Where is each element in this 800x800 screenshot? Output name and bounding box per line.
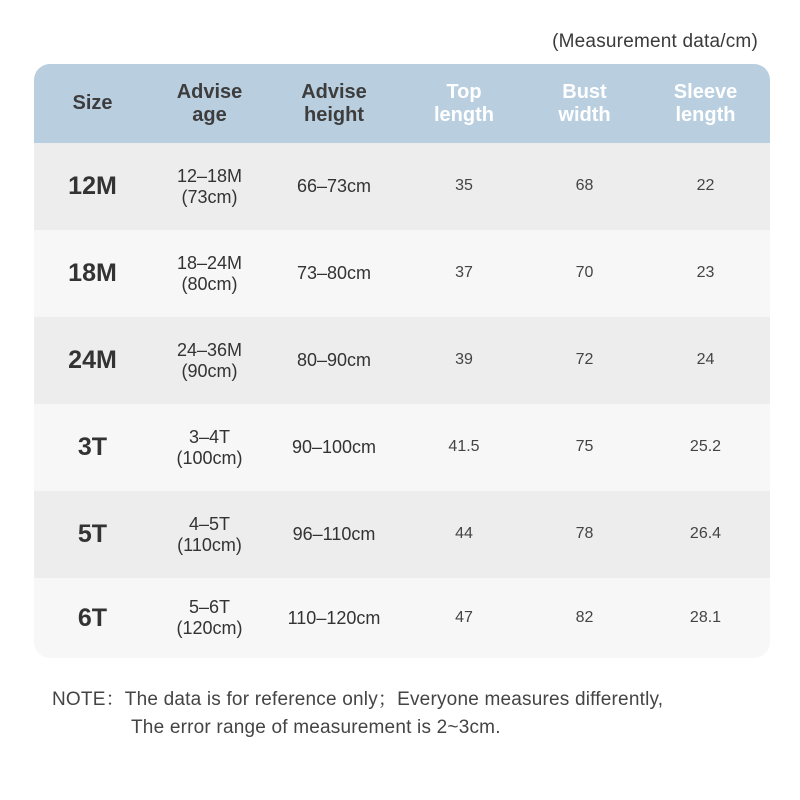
age-cell: 5–6T (120cm)	[176, 597, 243, 638]
height-cell: 96–110cm	[292, 524, 376, 545]
sleeve-length-cell: 28.1	[689, 608, 722, 626]
header-advise-age: Advise age	[176, 80, 243, 126]
top-length-cell: 47	[455, 608, 473, 626]
size-chart-table	[34, 64, 770, 658]
header-sleeve-length: Sleeve length	[673, 80, 738, 126]
height-cell: 90–100cm	[291, 437, 377, 458]
top-length-cell: 37	[455, 264, 473, 282]
table-row	[34, 491, 770, 578]
height-cell: 73–80cm	[296, 263, 372, 284]
table-row	[34, 404, 770, 491]
sleeve-length-cell: 24	[696, 351, 715, 369]
table-header	[34, 64, 770, 143]
sleeve-length-cell: 23	[696, 264, 715, 282]
footnote-line-1: NOTE：The data is for reference only；Everyone measures differently,	[52, 689, 664, 710]
bust-width-cell: 82	[575, 608, 594, 626]
bust-width-cell: 75	[575, 438, 594, 456]
size-cell: 5T	[77, 520, 108, 549]
table-row	[34, 317, 770, 404]
size-cell: 6T	[77, 603, 108, 632]
top-length-cell: 41.5	[448, 438, 480, 456]
table-row	[34, 230, 770, 317]
age-cell: 4–5T (110cm)	[177, 513, 242, 555]
bust-width-cell: 72	[575, 351, 594, 369]
header-advise-height: Advise height	[301, 80, 367, 126]
sleeve-length-cell: 25.2	[689, 438, 722, 456]
age-cell: 18–24M (80cm)	[176, 252, 243, 294]
size-cell: 12M	[68, 172, 117, 201]
bust-width-cell: 68	[575, 177, 594, 195]
size-cell: 18M	[68, 259, 117, 288]
height-cell: 66–73cm	[296, 176, 372, 197]
top-length-cell: 35	[455, 177, 473, 195]
sleeve-length-cell: 22	[696, 177, 715, 195]
unit-note: (Measurement data/cm)	[552, 31, 758, 52]
footnote-line-2: The error range of measurement is 2~3cm.	[131, 717, 501, 738]
age-cell: 24–36M (90cm)	[176, 339, 243, 381]
bust-width-cell: 78	[575, 525, 594, 543]
header-top-length: Top length	[434, 80, 494, 126]
header-size: Size	[72, 92, 113, 114]
height-cell: 80–90cm	[296, 350, 372, 371]
height-cell: 110–120cm	[287, 607, 381, 628]
size-cell: 24M	[68, 346, 117, 375]
age-cell: 3–4T (100cm)	[176, 426, 243, 468]
size-cell: 3T	[77, 433, 108, 462]
top-length-cell: 39	[455, 351, 473, 369]
bust-width-cell: 70	[575, 264, 594, 282]
table-row	[34, 578, 770, 658]
sleeve-length-cell: 26.4	[689, 525, 722, 543]
top-length-cell: 44	[455, 525, 473, 543]
header-bust-width: Bust width	[558, 80, 611, 126]
table-row	[34, 143, 770, 230]
age-cell: 12–18M (73cm)	[176, 165, 243, 207]
footnote	[52, 686, 663, 742]
